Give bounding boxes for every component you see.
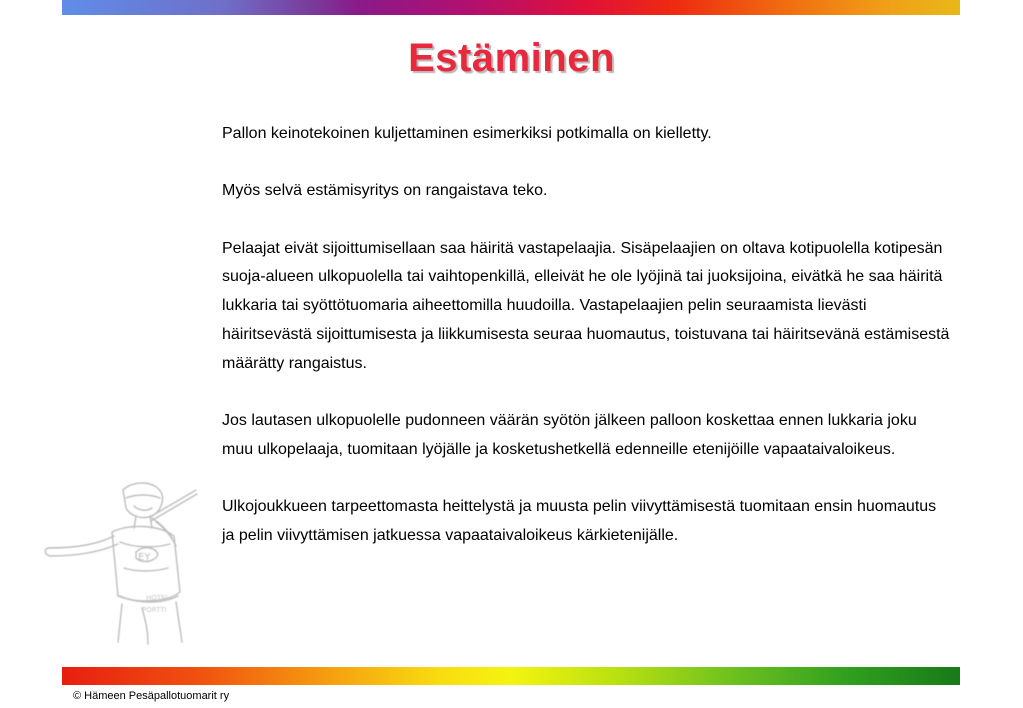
svg-text:EY: EY — [138, 552, 151, 563]
paragraph-5: Ulkojoukkueen tarpeettomasta heittelystä ja muusta pelin viivyttämisestä tuomitaan ensin huomautus ja pelin viivyttämisen jatkuessa vapaataivaloikeus kärkietenijälle. — [222, 498, 937, 544]
copyright-footer: © Hämeen Pesäpallotuomarit ry — [73, 690, 230, 702]
bottom-gradient-bar — [62, 667, 960, 685]
batter-player-emboss-icon — [38, 472, 203, 647]
svg-text:HOTEL: HOTEL — [146, 594, 170, 602]
paragraph-3: Pelaajat eivät sijoittumisellaan saa häiritä vastapelaajia. Sisäpelaajien on oltava kotipuolella kotipesän suoja-alueen ulkopuolella tai vaihtopenkillä, elleivät he ole lyöjinä tai juoksijoina, eivätkä he saa häiritä lukkaria tai syöttötuomaria aiheettomilla huudoilla. Vastapelaajien pelin seuraamista lievästi häiritsevästä sijoittumisesta ja liikkumisesta seuraa huomautus, toistuvana tai häiritsevänä estämisestä määrätty rangaistus. — [222, 239, 950, 372]
paragraph-2: Myös selvä estämisyritys on rangaistava teko. — [222, 182, 548, 200]
top-gradient-bar — [62, 0, 960, 15]
svg-text:PORTTI: PORTTI — [142, 606, 167, 614]
slide-title: Estäminen — [408, 36, 615, 80]
paragraph-4: Jos lautasen ulkopuolelle pudonneen väärän syötön jälkeen palloon koskettaa ennen lukkaria joku muu ulkopelaaja, tuomitaan lyöjälle ja kosketushetkellä edenneille etenijöille vapaataivaloikeus. — [222, 411, 917, 458]
paragraph-1: Pallon keinotekoinen kuljettaminen esimerkiksi potkimalla on kielletty. — [222, 125, 712, 142]
slide-body — [222, 120, 952, 579]
